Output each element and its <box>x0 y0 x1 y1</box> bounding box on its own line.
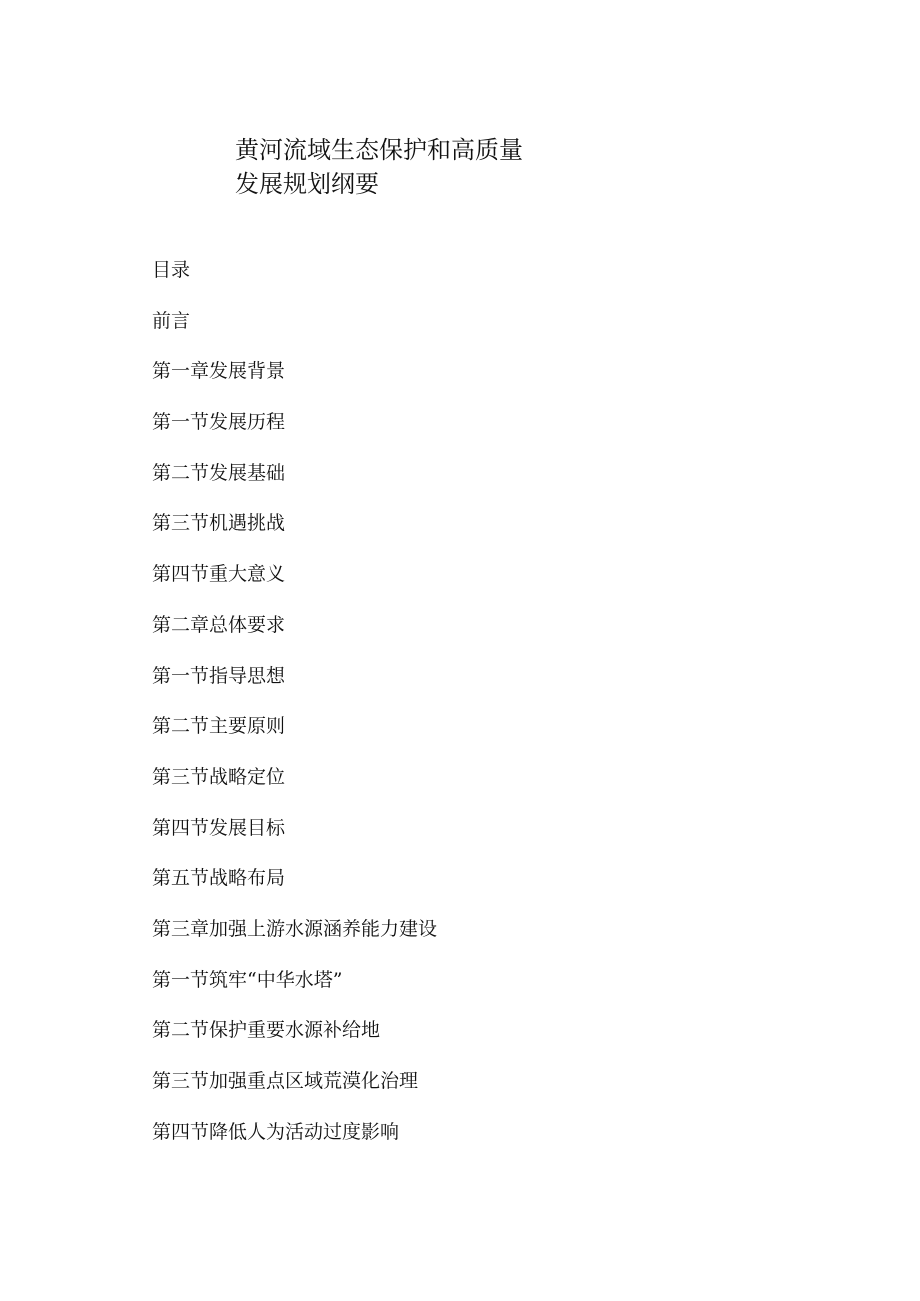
toc-item-ch2-section-4: 第四节发展目标 <box>152 816 286 839</box>
toc-item-ch2-section-1: 第一节指导思想 <box>152 664 286 687</box>
document-title-line-1: 黄河流域生态保护和高质量 <box>235 136 523 164</box>
toc-item-ch1-section-3: 第三节机遇挑战 <box>152 512 286 535</box>
toc-item-chapter-2: 第二章总体要求 <box>152 613 286 636</box>
toc-item-ch3-section-1: 第一节筑牢“中华水塔” <box>152 968 343 991</box>
document-title <box>235 133 523 201</box>
toc-item-ch1-section-1: 第一节发展历程 <box>152 411 286 434</box>
toc-item-ch3-section-2: 第二节保护重要水源补给地 <box>152 1019 381 1042</box>
toc-heading: 目录 <box>152 259 191 281</box>
toc-item-ch3-section-3: 第三节加强重点区域荒漠化治理 <box>152 1070 419 1092</box>
toc-item-chapter-1: 第一章发展背景 <box>152 360 286 383</box>
toc-item-ch1-section-4: 第四节重大意义 <box>152 563 286 586</box>
toc-item-chapter-3: 第三章加强上游水源涵养能力建设 <box>152 917 438 940</box>
table-of-contents <box>152 253 437 1165</box>
document-title-line-2: 发展规划纲要 <box>235 170 379 198</box>
toc-item-preface: 前言 <box>152 309 191 332</box>
toc-item-ch2-section-3: 第三节战略定位 <box>152 765 286 788</box>
toc-item-ch3-section-4: 第四节降低人为活动过度影响 <box>152 1120 400 1143</box>
toc-item-ch2-section-2: 第二节主要原则 <box>152 715 286 738</box>
toc-item-ch1-section-2: 第二节发展基础 <box>152 461 286 484</box>
toc-item-ch2-section-5: 第五节战略布局 <box>152 867 286 890</box>
